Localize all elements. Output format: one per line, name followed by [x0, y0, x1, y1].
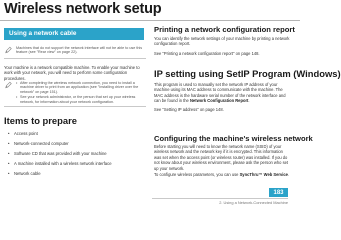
section-header-label: Using a network cable	[9, 29, 77, 37]
page-number-badge	[269, 188, 288, 197]
intro-paragraph: Your machine is a network compatible machine. To enable your machine to work with your network, you will need to perform some configuration procedures.	[4, 65, 140, 81]
paragraph: To configure wireless parameters, you can use SyncThru™ Web Service.	[154, 172, 290, 177]
note-pencil-icon	[5, 81, 12, 89]
paragraph: Before starting you will need to know the network name (SSID) of your wireless network and the network key if it is encrypted. This information was set when the access point (or wireless router) was installed. If you do not know about your wireless environment, please ask the person who set up your network.	[154, 144, 289, 171]
note-item: • After completing the wireless network connection, you need to install a machine driver to print from an application (see "Installing driver over the network" on page 151).	[16, 81, 146, 94]
footer-chapter-text: 2. Using a Network-Connected Machine	[219, 200, 288, 205]
note-item: • See your network administrator, or the person that set up your wireless network, for information about your network configuration.	[16, 95, 146, 104]
paragraph: This program is used to manually set the network IP address of your machine using its MAC address to communicate with the machine. The MAC address is the hardware serial number of the network interface and can be found in the Network Configuration Report.	[154, 82, 286, 104]
page-number: 183	[273, 189, 284, 196]
paragraph: You can identify the network settings of your machine by printing a network configuration report.	[154, 36, 290, 47]
paragraph: See "Printing a network configuration report" on page 148.	[154, 51, 260, 56]
section-header-bar	[4, 28, 144, 40]
note-box-bottom	[4, 81, 146, 107]
list-item: • A machine installed with a wireless network interface	[8, 161, 112, 167]
page-title: Wireless network setup	[4, 1, 162, 17]
heading-print-report: Printing a network configuration report	[154, 25, 295, 34]
note-text: Machines that do not support the network interface will not be able to use this feature (see "Rear view" on page 22).	[16, 46, 143, 55]
title-divider	[0, 20, 300, 21]
note-list	[16, 81, 146, 105]
list-item: • Network cable	[8, 171, 41, 177]
items-to-prepare-heading: Items to prepare	[4, 115, 77, 126]
note-pencil-icon	[5, 46, 12, 54]
paragraph: See "Setting IP address" on page 148.	[154, 107, 224, 112]
list-item: • Network-connected computer	[8, 141, 69, 147]
heading-setip: IP setting using SetIP Program (Windows)	[154, 68, 341, 79]
items-list	[4, 131, 144, 181]
footer-divider	[152, 198, 288, 199]
list-item: • Access point	[8, 131, 38, 136]
note-box-top	[4, 46, 146, 59]
list-item: • Software CD that was provided with your machine	[8, 151, 107, 157]
heading-configure-wireless: Configuring the machine's wireless network	[154, 134, 313, 143]
